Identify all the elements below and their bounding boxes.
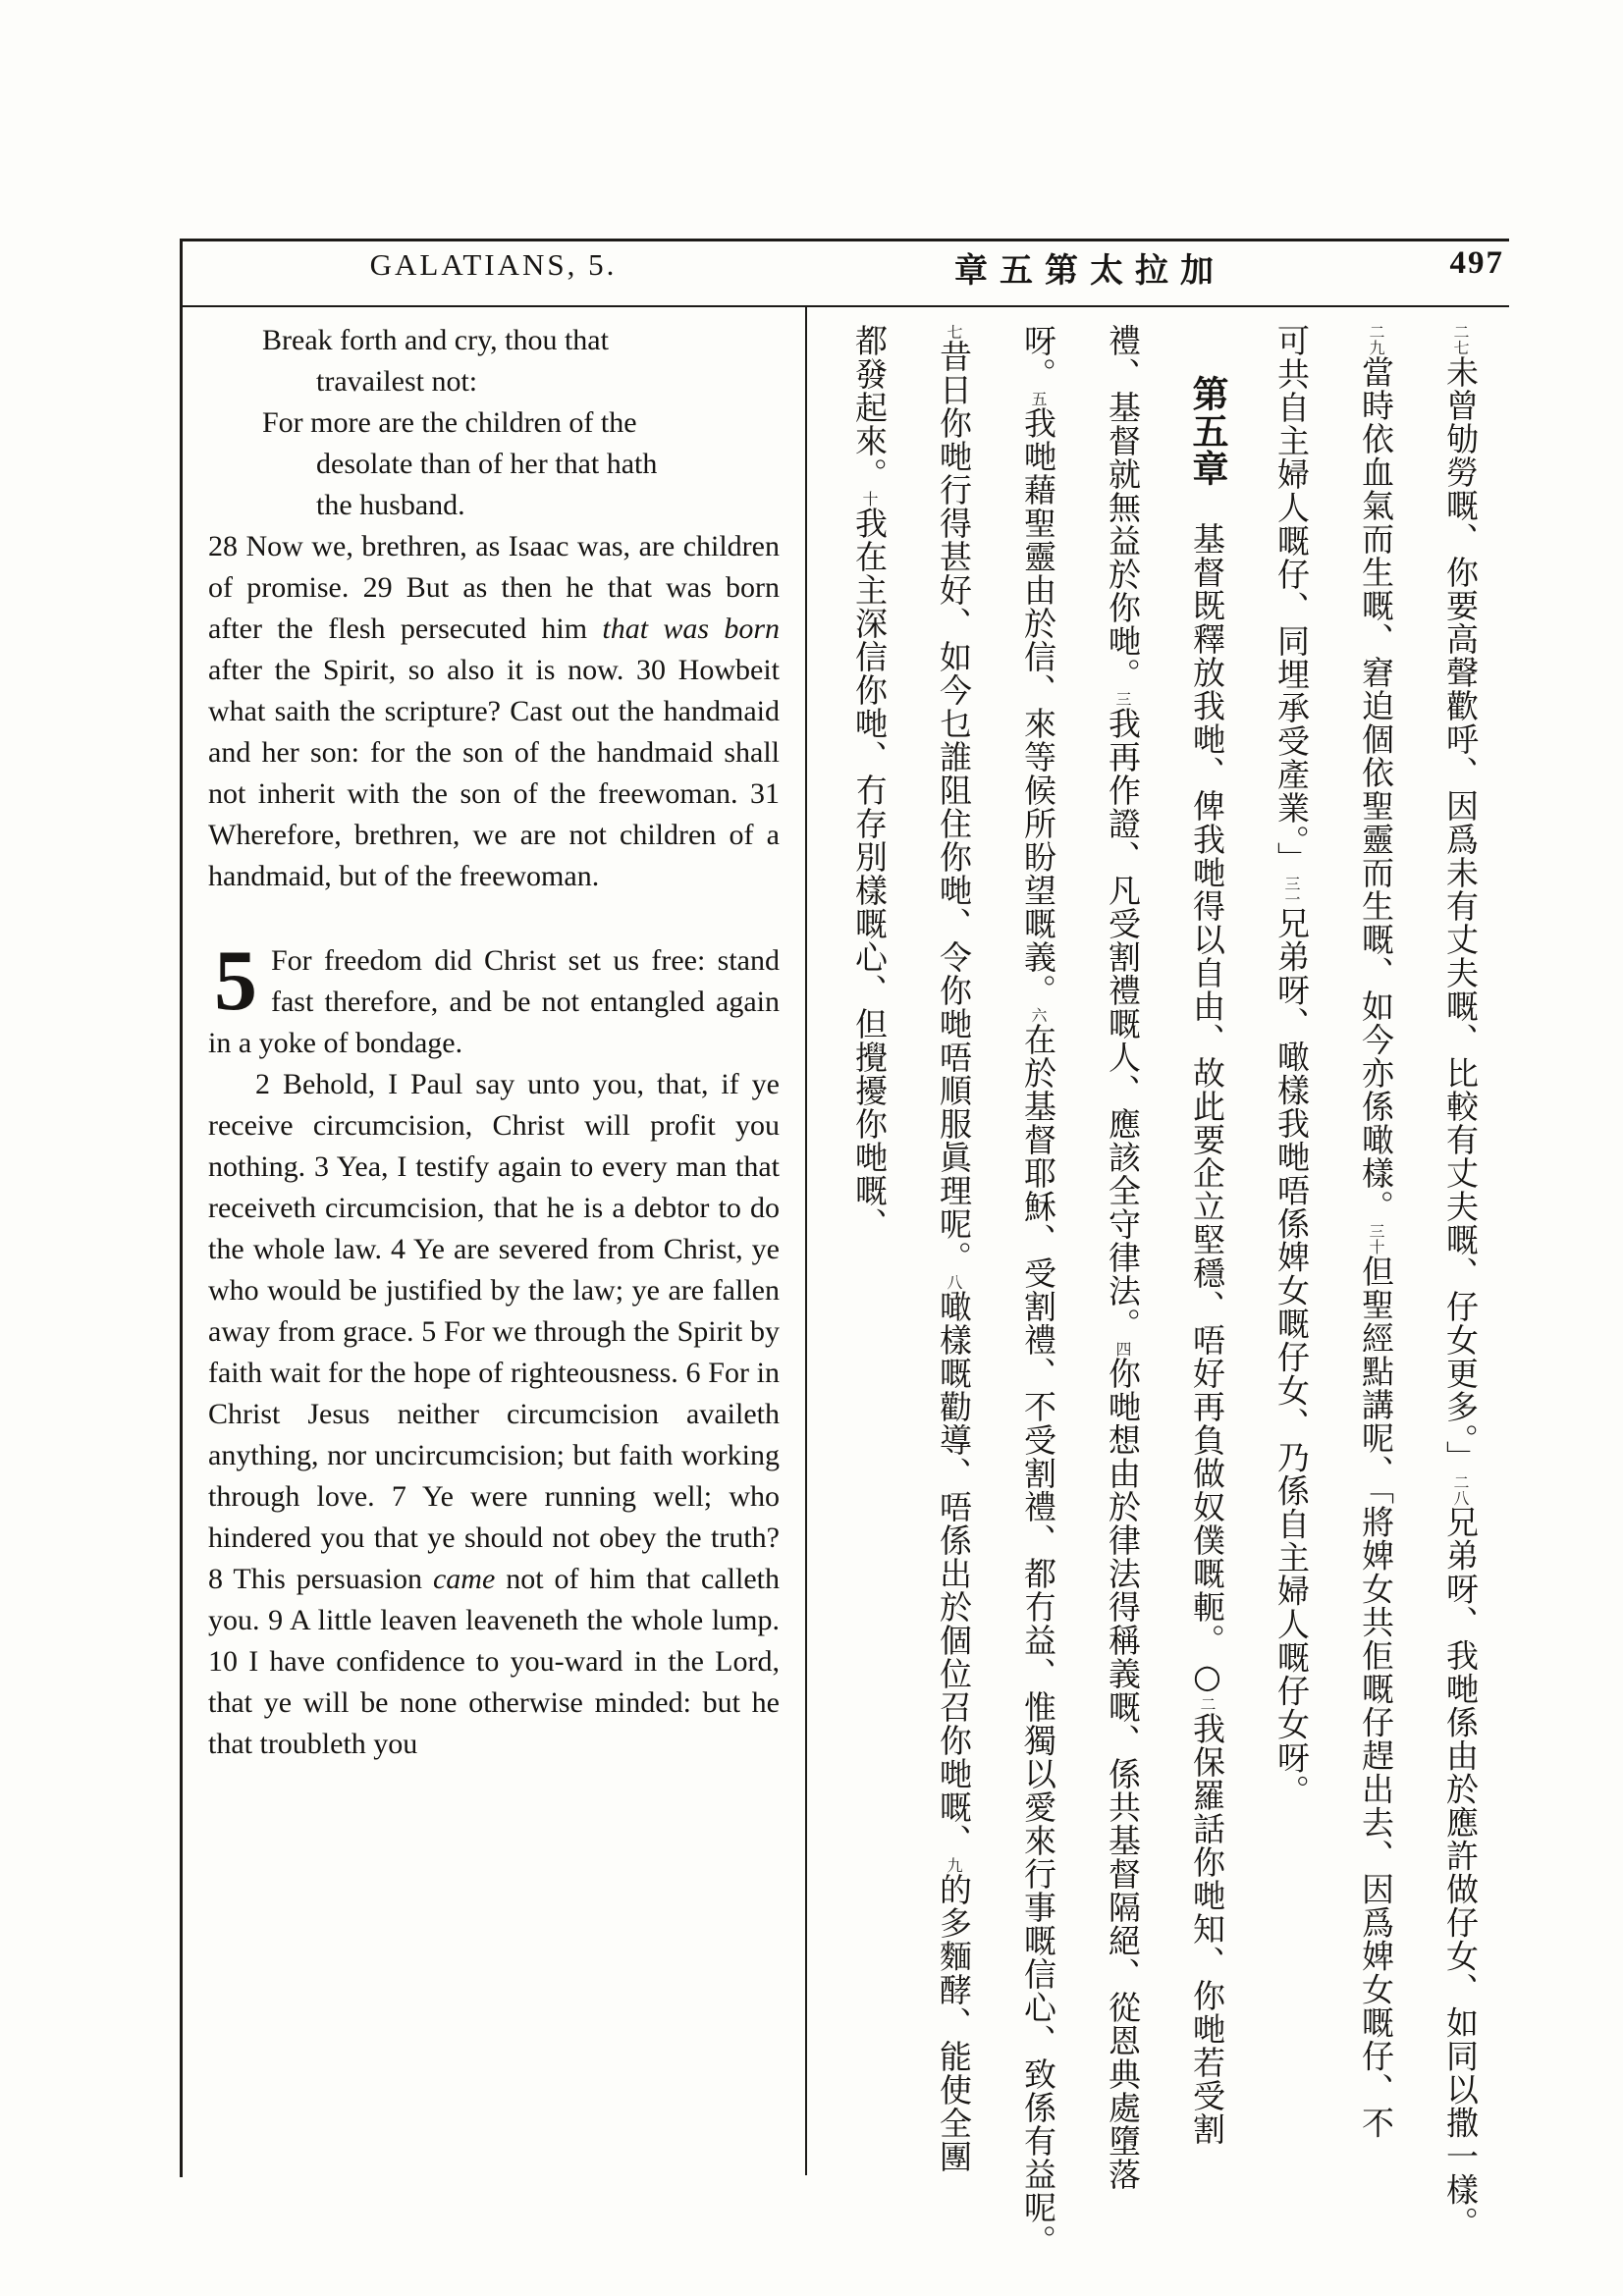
verse-number: 十 [860, 491, 879, 507]
italic-run: came [432, 1563, 496, 1595]
chinese-text-run: 都發起來。 [850, 324, 889, 491]
chinese-text-run: 呀。 [1019, 324, 1057, 391]
column-divider-rule [805, 305, 807, 2175]
verse-number: 二八 [1451, 1473, 1470, 1506]
english-paragraphs [208, 526, 780, 1765]
chinese-text-run: 我哋藉聖靈由於信、來等候所盼望嘅義。 [1019, 406, 1057, 1007]
chinese-text-run: 我保羅話你哋知、你哋若受割 [1188, 1712, 1226, 2146]
chinese-text-run: 未曾劬勞嘅、你要高聲歡呼、因爲未有丈夫嘅、比較有丈夫嘅、仔女更多。」 [1441, 355, 1480, 1474]
top-border-rule [180, 239, 1509, 241]
italic-run: that was born [602, 613, 781, 645]
verse-number: 三 [1113, 691, 1132, 707]
chinese-text-run: 禮、基督就無益於你哋。 [1104, 324, 1142, 691]
poetry-block [208, 320, 780, 526]
running-head-chinese: 章五第太拉加 [954, 251, 1225, 291]
running-head-english: GALATIANS, 5. [369, 247, 618, 282]
chinese-text-column [1418, 324, 1502, 2240]
chinese-text-column [996, 324, 1080, 2258]
chinese-text-run: 兄弟呀、我哋係由於應許做仔女、如同以撒一樣。 [1441, 1505, 1480, 2240]
text-run: 2 Behold, I Paul say unto you, that, if ye receive circumcision, Christ will profit you nothing. 3 Yea, I testify again to every man that receiveth circumcision, that he is a debtor to do the whole law. 4 Ye are severed from Christ, ye who would be justified by the law; ye are fallen away from grace. 5 For we through the Spirit by faith wait for the hope of righteousness. 6 For in Christ Jesus neither circumcision availeth anything, nor uncircumcision; but faith working through love. 7 Ye were running well; who hindered you that ye should not obey the truth? 8 This persuasion [208, 1068, 780, 1595]
verse-number: 二七 [1451, 324, 1470, 355]
chinese-text-run: 兄弟呀、噉樣我哋唔係婢女嘅仔女、乃係自主婦人嘅仔女呀。 [1272, 906, 1311, 1808]
chinese-text-run: 基督既釋放我哋、俾我哋得以自由、故此要企立堅穩、唔好再負做奴僕嘅軛。○ [1188, 522, 1226, 1696]
text-run: For freedom did Christ set us free: stand fast therefore, and be not entangled again in a yoke of bondage. [208, 944, 780, 1059]
verse-number: 三十 [1367, 1223, 1385, 1255]
chinese-text-run: 但聖經點講呢、「將婢女共佢嘅仔趕出去、因爲婢女嘅仔、不 [1357, 1255, 1395, 2140]
verse-number: 八 [945, 1274, 963, 1290]
chinese-text-run: 我在主深信你哋、冇存別樣嘅心、但攪擾你哋嘅、 [850, 507, 889, 1241]
chinese-text-run: 我再作證、凡受割禮嘅人、應該全守律法。 [1104, 707, 1142, 1341]
left-border-rule [180, 239, 183, 2177]
chinese-text-column [827, 324, 911, 2189]
chinese-text-run: 噉樣嘅勸導、唔係出於個位召你哋嘅、 [935, 1290, 973, 1857]
chinese-text-column [911, 324, 996, 2189]
chinese-text-run: 的多麵酵、能使全團 [935, 1873, 973, 2173]
english-paragraph [208, 934, 780, 1064]
chinese-text-block [823, 324, 1502, 2258]
chinese-text-run: 在於基督耶穌、受割禮、不受割禮、都冇益、惟獨以愛來行事嘅信心、致係有益呢。 [1019, 1023, 1057, 2258]
chinese-text-run: 可共自主婦人嘅仔、同埋承受產業。」 [1272, 324, 1311, 876]
poetry-line: travailest not: [316, 365, 478, 398]
chinese-text-run: 當時依血氣而生嘅、窘迫個依聖靈而生嘅、如今亦係噉樣。 [1357, 355, 1395, 1223]
chinese-text-column [1080, 324, 1164, 2189]
chinese-text-run: 昔日你哋行得甚好、如今乜誰阻住你哋、令你哋唔順服眞理呢。 [935, 340, 973, 1274]
english-paragraph [208, 1064, 780, 1765]
poetry-line: Break forth and cry, thou that [262, 324, 609, 356]
poetry-line: desolate than of her that hath [316, 448, 658, 480]
text-run: not of him that calleth you. 9 A little leaven leaveneth the whole lump. 10 I have confidence to you-ward in the Lord, that ye will be none otherwise minded: but he that troubleth you [208, 1563, 780, 1760]
chinese-text-column [1333, 324, 1418, 2189]
verse-number: 九 [945, 1857, 963, 1873]
english-text-column [208, 320, 780, 1765]
verse-number: 二九 [1367, 324, 1385, 355]
poetry-line: the husband. [316, 489, 465, 521]
text-run: 28 Now we, brethren, as Isaac was, are children of promise. 29 But as then he that was born after the flesh persecuted him [208, 530, 780, 645]
header-divider-rule [180, 305, 1509, 307]
chinese-text-run: 你哋想由於律法得稱義嘅、係共基督隔絕、從恩典處墮落 [1104, 1357, 1142, 2191]
poetry-line: For more are the children of the [262, 406, 637, 439]
verse-number: 五 [1029, 391, 1048, 406]
text-run: after the Spirit, so also it is now. 30 Howbeit what saith the scripture? Cast out the handmaid and her son: for the son of the handmaid shall not inherit with the son of the freewoman. 31 Wherefore, brethren, we are not children of a handmaid, but of the freewoman. [208, 654, 780, 892]
chinese-text-column [1164, 324, 1249, 2189]
english-paragraph [208, 526, 780, 897]
verse-number: 六 [1029, 1007, 1048, 1023]
chapter-heading: 第五章 [1186, 375, 1228, 487]
verse-number: 三一 [1282, 875, 1301, 907]
page-number: 497 [1449, 245, 1504, 281]
verse-number: 七 [945, 324, 963, 340]
chapter-number-dropcap: 5 [214, 934, 257, 1029]
chinese-text-column [1249, 324, 1333, 2189]
verse-number: 四 [1113, 1341, 1132, 1357]
verse-number: 二 [1198, 1696, 1217, 1712]
